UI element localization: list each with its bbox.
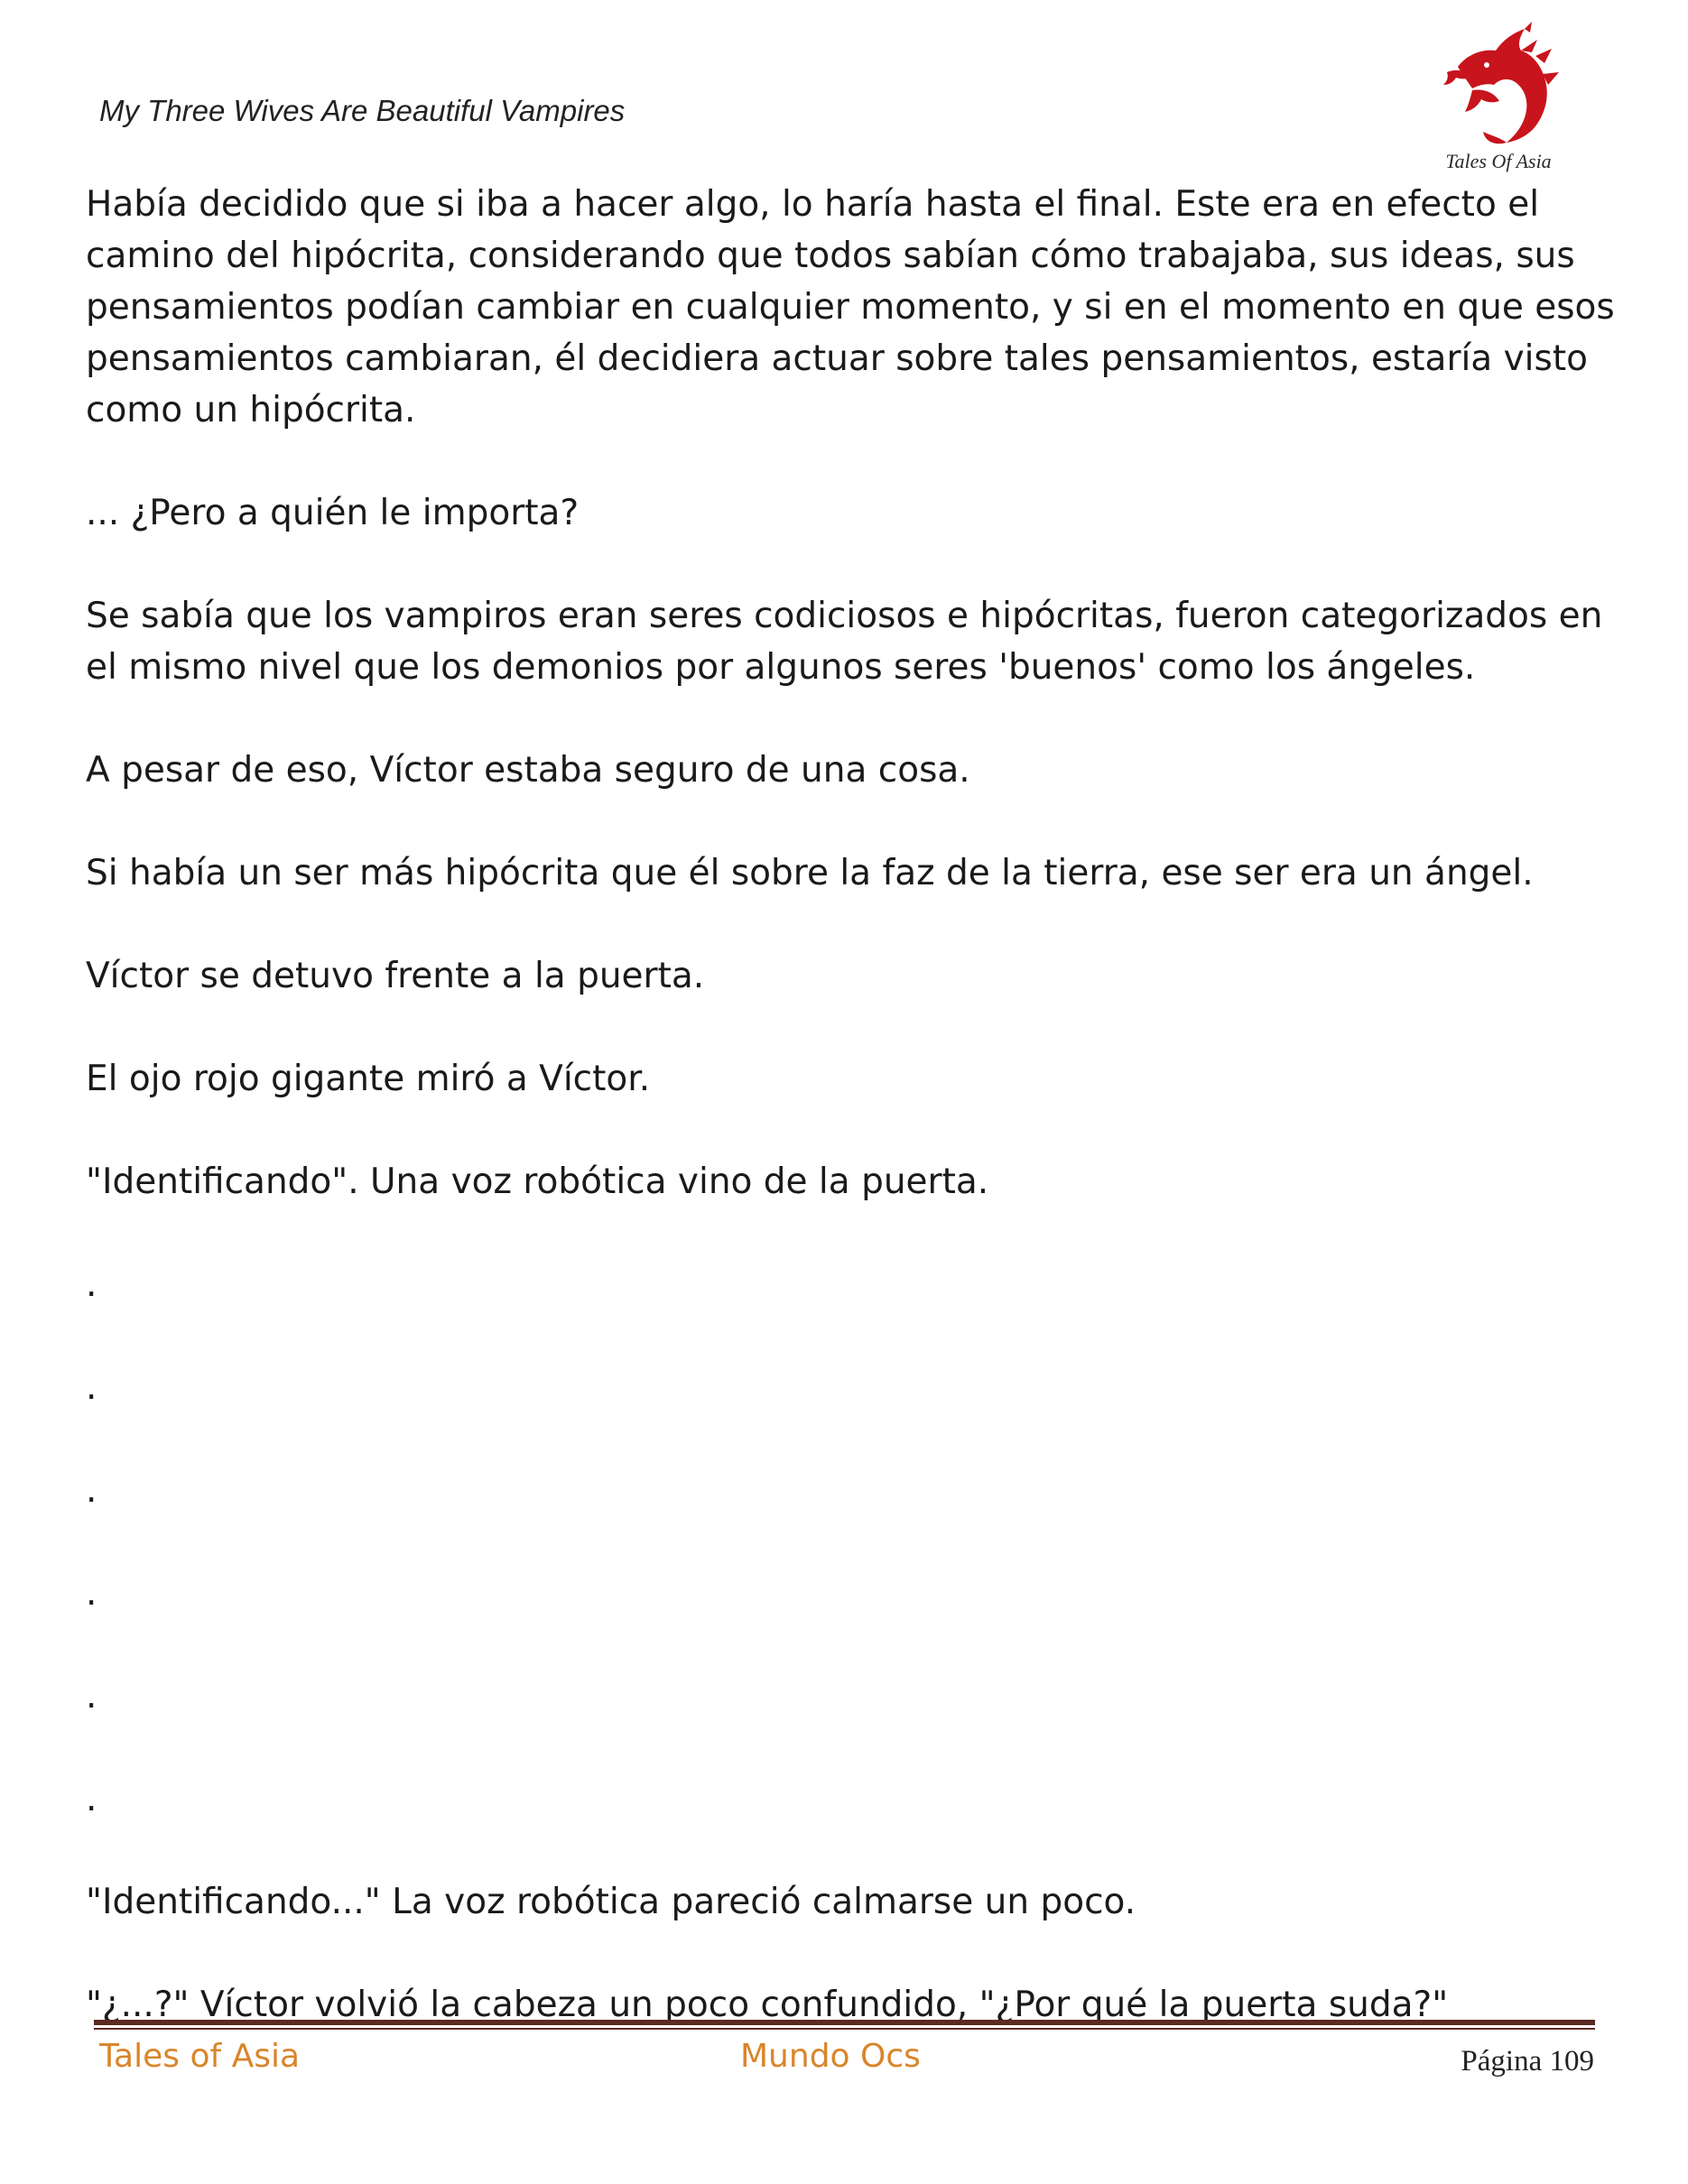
footer-section-name: Mundo Ocs — [740, 2038, 921, 2075]
scene-break-dot: . — [86, 1470, 97, 1511]
paragraph: "Identificando..." La voz robótica pareció calmarse un poco. — [86, 1882, 1136, 1922]
page-number: Página 109 — [1461, 2045, 1594, 2078]
scene-break-dot: . — [86, 1367, 97, 1408]
paragraph: El ojo rojo gigante miró a Víctor. — [86, 1059, 651, 1099]
scene-break-dot: . — [86, 1264, 97, 1305]
footer-rule — [94, 2020, 1595, 2025]
scene-break-dot: . — [86, 1676, 97, 1717]
red-dragon-logo-icon — [1431, 20, 1566, 155]
scene-break-dot: . — [86, 1779, 97, 1819]
paragraph: A pesar de eso, Víctor estaba seguro de una cosa. — [86, 750, 970, 791]
paragraph: Si había un ser más hipócrita que él sobre la faz de la tierra, ese ser era un ángel. — [86, 853, 1534, 893]
paragraph: Víctor se detuvo frente a la puerta. — [86, 956, 705, 996]
paragraph: "Identificando". Una voz robótica vino de la puerta. — [86, 1161, 989, 1202]
tales-of-asia-logo — [1431, 20, 1566, 182]
footer-site-name: Tales of Asia — [99, 2038, 301, 2075]
scene-break-dot: . — [86, 1573, 97, 1614]
running-head-title: My Three Wives Are Beautiful Vampires — [99, 94, 626, 127]
logo-caption: Tales Of Asia — [1445, 150, 1552, 172]
paragraph: Se sabía que los vampiros eran seres codiciosos e hipócritas, fueron categorizados en el mismo nivel que los demonios por algunos seres 'buenos' como los ángeles. — [86, 596, 1603, 688]
footer-rule-thin — [94, 2028, 1595, 2030]
paragraph: "¿...?" Víctor volvió la cabeza un poco confundido, "¿Por qué la puerta suda?" — [86, 1985, 1449, 2025]
chapter-body — [86, 179, 1620, 2082]
paragraph: ... ¿Pero a quién le importa? — [86, 493, 580, 533]
paragraph: Había decidido que si iba a hacer algo, lo haría hasta el final. Este era en efecto el camino del hipócrita, considerando que todos sabían cómo trabajaba, sus ideas, sus pensamientos podían cambiar en cualquier momento, y si en el momento en que esos pensamientos cambiaran, él decidiera actuar sobre tales pensamientos, estaría visto como un hipócrita. — [86, 184, 1615, 430]
